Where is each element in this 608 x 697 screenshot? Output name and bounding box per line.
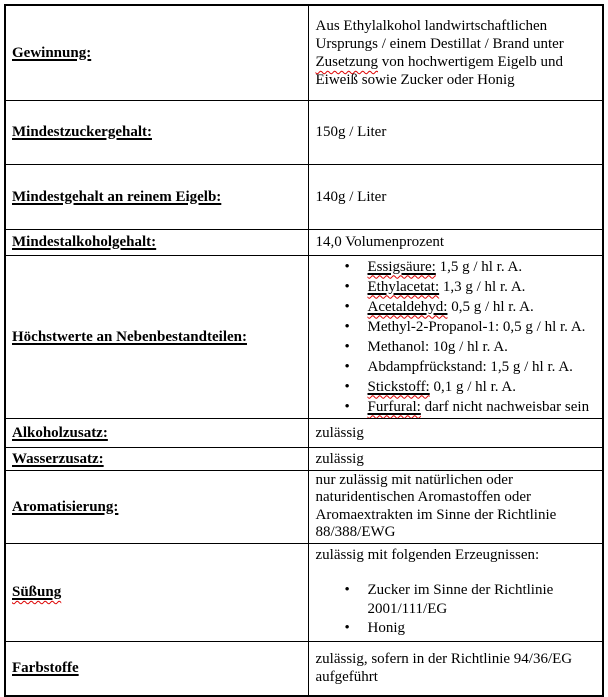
sweetener-list <box>316 581 599 638</box>
value-text: 150g / Liter <box>315 124 387 140</box>
bullet-text: Methanol: 10g / hl r. A. <box>367 338 508 355</box>
label-text: Mindestgehalt an reinem Eigelb: <box>12 188 222 205</box>
bullet-item <box>316 257 599 277</box>
bullet-text: Methyl-2-Propanol-1: 0,5 g / hl r. A. <box>367 318 586 335</box>
bullet-text: Essigsäure: 1,5 g / hl r. A. <box>367 258 523 275</box>
table-row-suessung <box>5 543 603 641</box>
limit-list <box>316 257 599 417</box>
value-text: 14,0 Volumenprozent <box>315 234 445 250</box>
label-text: Aromatisierung: <box>12 498 119 515</box>
table-row-hoechstwerte <box>5 255 603 418</box>
value-cell-aromatisierung <box>308 470 603 543</box>
value-text: zulässig <box>315 450 364 467</box>
bullet-icon: • <box>344 298 350 315</box>
label-cell-wasserzusatz <box>5 447 308 470</box>
value-cell-mindestzuckergehalt <box>308 100 603 164</box>
value-text: zulässig <box>315 424 364 441</box>
label-text: Gewinnung: <box>12 44 92 61</box>
table-row-mindestgehalt-eigelb <box>5 164 603 229</box>
label-cell-hoechstwerte <box>5 255 308 418</box>
misspelled-word: Acetaldehyd: <box>367 298 448 315</box>
misspelled-word: Essigsäure: <box>367 258 436 275</box>
bullet-icon: • <box>344 318 350 335</box>
label-cell-aromatisierung <box>5 470 308 543</box>
table-row-wasserzusatz <box>5 447 603 470</box>
label-cell-suessung <box>5 543 308 641</box>
spec-table <box>4 4 604 697</box>
bullet-item <box>316 337 599 357</box>
bullet-text: Acetaldehyd: 0,5 g / hl r. A. <box>367 298 534 315</box>
misspelled-word: Süßung <box>12 584 62 600</box>
value-cell-farbstoffe <box>308 641 603 696</box>
misspelled-word: Stickstoff: <box>367 378 430 395</box>
label-cell-mindestalkoholgehalt <box>5 229 308 255</box>
value-cell-gewinnung <box>308 5 603 100</box>
table-row-aromatisierung <box>5 470 603 543</box>
bullet-icon: • <box>344 620 350 636</box>
bullet-item <box>316 619 599 638</box>
bullet-icon: • <box>344 582 350 598</box>
spacer <box>316 564 599 581</box>
misspelled-word: Zusetzung <box>315 53 378 70</box>
value-cell-mindestgehalt-eigelb <box>308 164 603 229</box>
value-cell-wasserzusatz <box>308 447 603 470</box>
bullet-icon: • <box>344 278 350 295</box>
label-text <box>12 584 61 600</box>
value-cell-alkoholzusatz <box>308 418 603 447</box>
table-row-gewinnung <box>5 5 603 100</box>
intro-text: zulässig mit folgenden Erzeugnissen: <box>315 547 540 563</box>
bullet-item <box>316 581 599 619</box>
bullet-icon: • <box>344 258 350 275</box>
label-cell-farbstoffe <box>5 641 308 696</box>
label-text: Farbstoffe <box>12 660 79 677</box>
value-text: 140g / Liter <box>315 188 387 205</box>
value-text: von hochwertigem Eigelb und Eiweiß sowie Zucker oder Honig <box>315 53 563 88</box>
value-text: nur zulässig mit natürlichen oder naturidentischen Aromastoffen oder Aromaextrakten im Sinne der Richtlinie 88/388/EWG <box>315 471 557 540</box>
bullet-item <box>316 397 599 417</box>
bullet-text: Ethylacetat: 1,3 g / hl r. A. <box>367 278 526 295</box>
value-text: Aus Ethylalkohol landwirtschaftlichen Ursprungs / einem Destillat / Brand unter <box>315 17 564 52</box>
bullet-item <box>316 277 599 297</box>
value-cell-suessung <box>308 543 603 641</box>
label-cell-mindestzuckergehalt <box>5 100 308 164</box>
bullet-icon: • <box>344 358 350 375</box>
table-row-alkoholzusatz <box>5 418 603 447</box>
bullet-text: Furfural: darf nicht nachweisbar sein <box>367 398 590 415</box>
value-cell-hoechstwerte <box>308 255 603 418</box>
bullet-text: Stickstoff: 0,1 g / hl r. A. <box>367 378 516 395</box>
label-text: Alkoholzusatz: <box>12 424 108 441</box>
bullet-text: Zucker im Sinne der Richtlinie 2001/111/EG <box>367 582 554 617</box>
label-text: Mindestzuckergehalt: <box>12 124 152 140</box>
bullet-text: Honig <box>367 620 405 636</box>
bullet-text: Abdampfrückstand: 1,5 g / hl r. A. <box>367 358 573 375</box>
bullet-item <box>316 377 599 397</box>
label-text: Mindestalkoholgehalt: <box>12 234 157 250</box>
label-text: Wasserzusatz: <box>12 450 104 467</box>
label-cell-gewinnung <box>5 5 308 100</box>
misspelled-word: Ethylacetat: <box>367 278 440 295</box>
misspelled-word: Furfural: <box>367 398 421 415</box>
value-cell-mindestalkoholgehalt <box>308 229 603 255</box>
label-cell-mindestgehalt-eigelb <box>5 164 308 229</box>
bullet-item <box>316 297 599 317</box>
bullet-icon: • <box>344 398 350 415</box>
bullet-item <box>316 317 599 337</box>
bullet-item <box>316 357 599 377</box>
table-row-farbstoffe <box>5 641 603 696</box>
label-text: Höchstwerte an Nebenbestandteilen: <box>12 328 247 345</box>
table-row-mindestalkoholgehalt <box>5 229 603 255</box>
table-row-mindestzuckergehalt <box>5 100 603 164</box>
bullet-icon: • <box>344 378 350 395</box>
bullet-icon: • <box>344 338 350 355</box>
value-text: zulässig, sofern in der Richtlinie 94/36/EG aufgeführt <box>315 651 573 686</box>
label-cell-alkoholzusatz <box>5 418 308 447</box>
